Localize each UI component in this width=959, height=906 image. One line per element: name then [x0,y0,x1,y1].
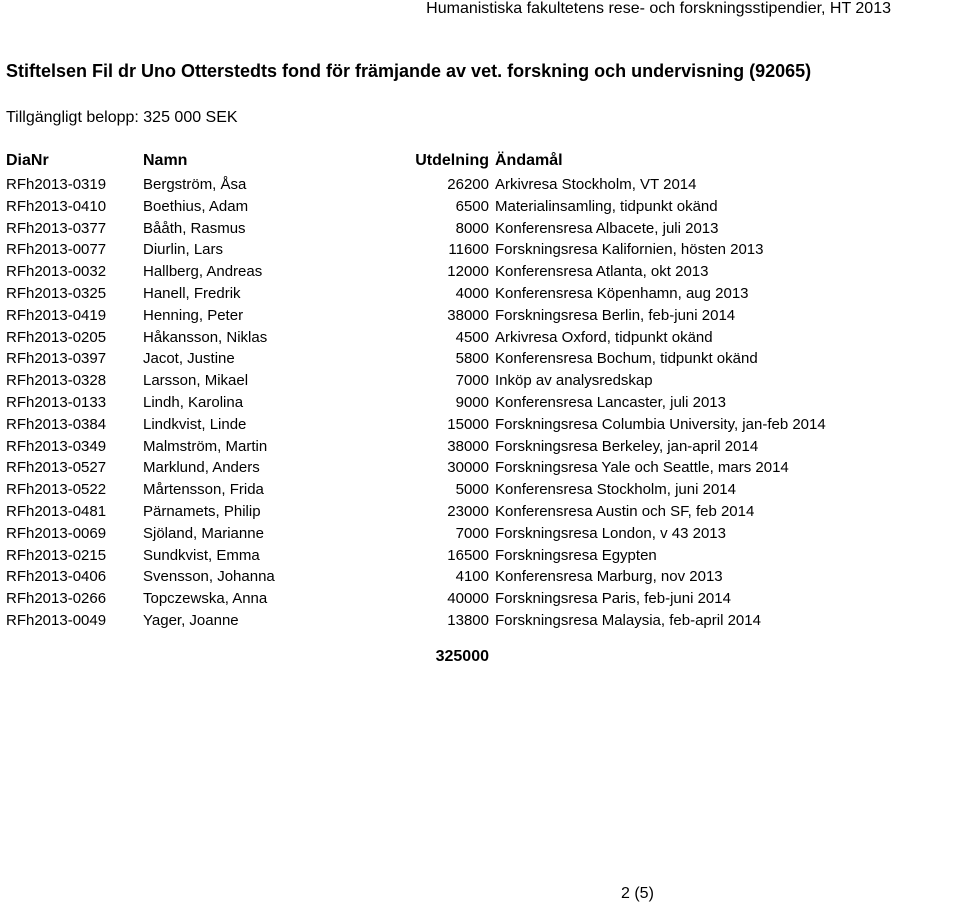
cell-namn: Topczewska, Anna [143,590,268,608]
cell-namn: Sjöland, Marianne [143,524,264,542]
cell-dianr: RFh2013-0384 [6,415,107,433]
cell-andamal: Forskningsresa London, v 43 2013 [495,524,726,542]
cell-andamal: Forskningsresa Malaysia, feb-april 2014 [495,611,761,629]
cell-namn: Hallberg, Andreas [143,263,263,281]
cell-andamal: Forskningsresa Berkeley, jan-april 2014 [495,437,759,455]
table-row [0,566,959,588]
table-row [0,239,959,261]
cell-namn: Håkansson, Niklas [143,328,268,346]
table-row [0,501,959,523]
cell-andamal: Konferensresa Stockholm, juni 2014 [495,481,736,499]
cell-utdelning: 23000 [447,502,489,520]
column-header-dianr: DiaNr [6,152,49,169]
table-row [0,610,959,632]
cell-andamal: Inköp av analysredskap [495,372,653,390]
cell-dianr: RFh2013-0032 [6,263,107,281]
cell-utdelning: 7000 [455,524,489,542]
cell-namn: Henning, Peter [143,306,244,324]
table-row [0,479,959,501]
cell-andamal: Konferensresa Lancaster, juli 2013 [495,393,726,411]
cell-dianr: RFh2013-0328 [6,372,107,390]
cell-utdelning: 4000 [455,284,489,302]
table-row [0,414,959,436]
cell-utdelning: 38000 [447,437,489,455]
cell-dianr: RFh2013-0049 [6,611,107,629]
cell-dianr: RFh2013-0522 [6,481,107,499]
cell-dianr: RFh2013-0205 [6,328,107,346]
column-header-namn: Namn [143,152,188,169]
table-row [0,305,959,327]
cell-namn: Bergström, Åsa [143,176,247,193]
cell-dianr: RFh2013-0077 [6,241,107,259]
cell-namn: Malmström, Martin [143,437,268,455]
table-row [0,218,959,240]
cell-dianr: RFh2013-0133 [6,393,107,411]
cell-andamal: Konferensresa Bochum, tidpunkt okänd [495,350,758,368]
cell-andamal: Konferensresa Marburg, nov 2013 [495,568,723,586]
cell-dianr: RFh2013-0406 [6,568,107,586]
table-row [0,523,959,545]
cell-namn: Mårtensson, Frida [143,481,264,499]
cell-dianr: RFh2013-0481 [6,502,107,520]
cell-namn: Marklund, Anders [143,459,260,477]
cell-utdelning: 30000 [447,459,489,477]
cell-namn: Larsson, Mikael [143,372,249,390]
cell-dianr: RFh2013-0397 [6,350,107,368]
cell-namn: Yager, Joanne [143,611,239,629]
cell-dianr: RFh2013-0419 [6,306,107,324]
cell-dianr: RFh2013-0325 [6,284,107,302]
cell-andamal: Arkivresa Stockholm, VT 2014 [495,176,697,193]
cell-dianr: RFh2013-0266 [6,590,107,608]
cell-andamal: Konferensresa Köpenhamn, aug 2013 [495,284,749,302]
page-header-title: Humanistiska fakultetens rese- och forskningsstipendier, HT 2013 [426,0,891,17]
cell-dianr: RFh2013-0349 [6,437,107,455]
cell-utdelning: 6500 [455,197,489,215]
cell-andamal: Arkivresa Oxford, tidpunkt okänd [495,328,713,346]
available-amount: Tillgängligt belopp: 325 000 SEK [6,109,238,126]
cell-utdelning: 4100 [455,568,489,586]
cell-namn: Lindh, Karolina [143,393,244,411]
cell-andamal: Konferensresa Austin och SF, feb 2014 [495,502,755,520]
cell-dianr: RFh2013-0410 [6,197,107,215]
cell-dianr: RFh2013-0377 [6,219,107,237]
cell-dianr: RFh2013-0215 [6,546,107,564]
table-row [0,436,959,458]
table-row [0,457,959,479]
cell-namn: Sundkvist, Emma [143,546,260,564]
cell-utdelning: 11600 [448,241,489,259]
table-row [0,174,959,196]
cell-utdelning: 9000 [455,393,489,411]
cell-andamal: Forskningsresa Kalifornien, hösten 2013 [495,241,764,259]
table-row [0,588,959,610]
table-row [0,196,959,218]
page-number: 2 (5) [621,885,654,902]
cell-utdelning: 16500 [447,546,489,564]
table-row [0,370,959,392]
cell-namn: Lindkvist, Linde [143,415,247,433]
grant-table [0,174,959,632]
table-row [0,392,959,414]
cell-andamal: Konferensresa Albacete, juli 2013 [495,219,719,237]
cell-utdelning: 7000 [455,372,489,390]
table-row [0,348,959,370]
cell-namn: Pärnamets, Philip [143,502,261,520]
cell-andamal: Forskningsresa Yale och Seattle, mars 2014 [495,459,789,477]
cell-andamal: Forskningsresa Berlin, feb-juni 2014 [495,306,736,324]
cell-namn: Boethius, Adam [143,197,249,215]
cell-namn: Jacot, Justine [143,350,235,368]
cell-utdelning: 12000 [447,263,489,281]
cell-namn: Bååth, Rasmus [143,219,246,237]
column-header-andamal: Ändamål [495,152,563,169]
cell-utdelning: 4500 [455,328,489,346]
cell-dianr: RFh2013-0527 [6,459,107,477]
cell-namn: Hanell, Fredrik [143,284,241,302]
column-header-utdelning: Utdelning [415,152,489,169]
cell-utdelning: 40000 [447,590,489,608]
cell-andamal: Konferensresa Atlanta, okt 2013 [495,263,709,281]
table-row [0,283,959,305]
cell-andamal: Forskningsresa Paris, feb-juni 2014 [495,590,731,608]
cell-utdelning: 13800 [447,611,489,629]
fund-title: Stiftelsen Fil dr Uno Otterstedts fond för främjande av vet. forskning och undervisning (92065) [6,61,812,81]
table-row [0,545,959,567]
cell-andamal: Forskningsresa Columbia University, jan-feb 2014 [495,415,826,433]
cell-andamal: Materialinsamling, tidpunkt okänd [495,197,718,215]
cell-andamal: Forskningsresa Egypten [495,546,657,564]
cell-dianr: RFh2013-0069 [6,524,107,542]
cell-dianr: RFh2013-0319 [6,176,107,193]
cell-namn: Svensson, Johanna [143,568,275,586]
table-row [0,327,959,349]
cell-utdelning: 15000 [447,415,489,433]
cell-utdelning: 26200 [447,176,489,193]
cell-utdelning: 5800 [455,350,489,368]
total-amount: 325000 [435,648,489,665]
cell-utdelning: 8000 [455,219,489,237]
cell-namn: Diurlin, Lars [143,241,224,259]
cell-utdelning: 5000 [455,481,489,499]
cell-utdelning: 38000 [447,306,489,324]
table-row [0,261,959,283]
